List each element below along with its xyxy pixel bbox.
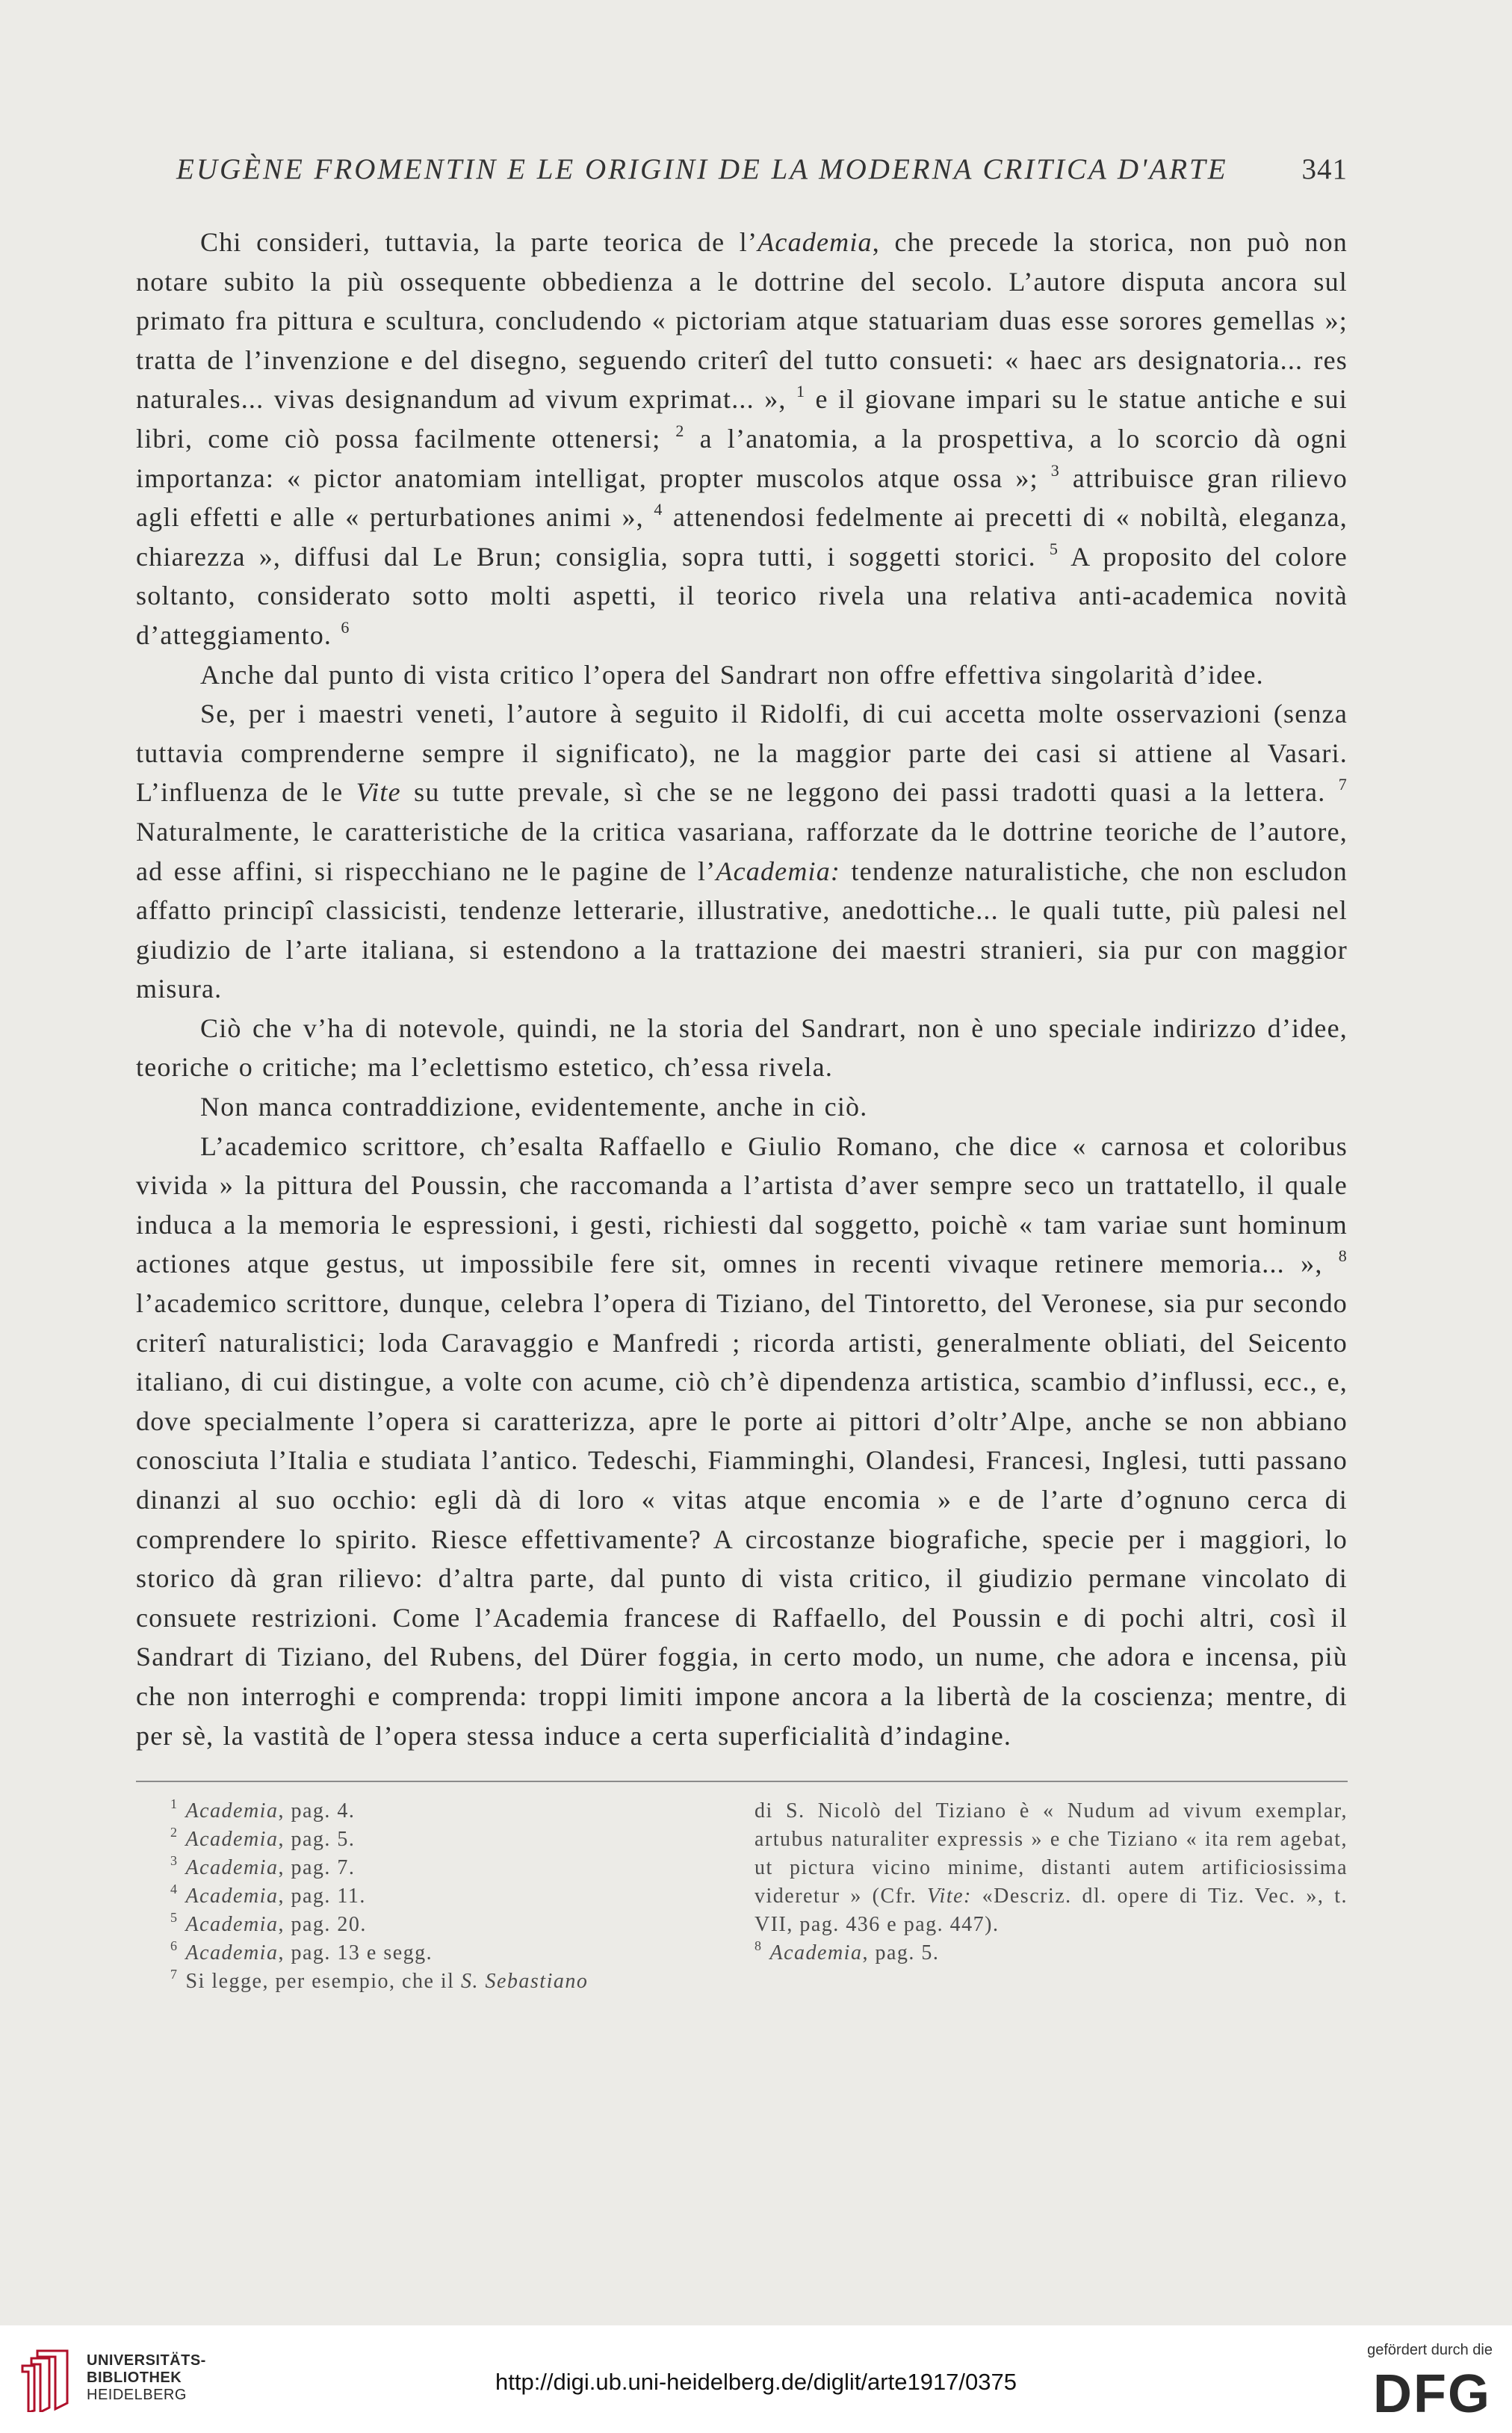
italic-text: Academia:	[716, 856, 841, 886]
text-run: , pag. 4.	[278, 1799, 356, 1823]
footnote-marker: 5	[1049, 539, 1059, 558]
italic-text: Academia	[185, 1856, 279, 1879]
italic-text: Academia	[185, 1828, 279, 1851]
text-run: tendenze naturalistiche, che non escludon affatto principî classicisti, tendenze letterarie, illustrative, anedottiche... le quali tutte, più palesi nel giudizio de l’arte italiana, si estendono a la trattazione dei maestri stranieri, sia pur con maggior misura.	[136, 856, 1348, 1004]
text-run: a l’anatomia, a la prospettiva, a lo scorcio dà ogni importanza: « pictor anatomiam intelligat, propter muscolos atque ossa »;	[136, 423, 1348, 493]
footnote	[755, 1797, 1348, 1939]
footnote	[170, 1797, 738, 1825]
text-run: Anche dal punto di vista critico l’opera del Sandrart non offre effettiva singolarità d’idee.	[200, 659, 1264, 690]
italic-text: Vite	[356, 777, 401, 808]
body-paragraph	[136, 223, 1348, 655]
footnote-marker: 5	[170, 1909, 179, 1925]
text-run: , pag. 5.	[278, 1828, 356, 1851]
text-run: l’academico scrittore, dunque, celebra l’opera di Tiziano, del Tintoretto, del Veronese, sia pur secondo criterî naturalistici; loda Caravaggio e Manfredi ; ricorda artisti, generalmente obliati, del Seicento italiano, di cui distingue, a volte con acume, ciò ch’è dipendenza artistica, scambio d’influssi, ecc., e, dove specialmente l’opera si caratterizza, apre le porte ai pittori d’oltr’Alpe, anche se non abbiano conosciuta l’Italia e studiata l’antico. Tedeschi, Fiamminghi, Olandesi, Francesi, Inglesi, tutti passano dinanzi al suo occhio: egli dà di loro « vitas atque encomia » e de l’arte d’ognuno cerca di comprendere lo spirito. Riesce effettivamente? A circostanze biografiche, specie per i maggiori, lo storico dà gran rilievo: d’altra parte, dal punto di vista critico, il giudizio permane vincolato di consuete restrizioni. Come l’Academia francese di Raffaello, del Poussin e di pochi altri, così il Sandrart di Tiziano, del Rubens, del Dürer foggia, in certo modo, un nume, che adora e incensa, più che non interroghi e comprenda: troppi limiti impone ancora a la libertà de la coscienza; mentre, di per sè, la vastità de l’opera stessa induce a certa superficialità d’indagine.	[136, 1288, 1348, 1751]
dfg-logo-icon	[1373, 2366, 1494, 2418]
text-run: attenendosi fedelmente ai precetti di « nobiltà, eleganza, chiarezza », diffusi dal Le Brun; consiglia, sopra tutti, i soggetti storici.	[136, 502, 1348, 572]
text-run: Non manca contraddizione, evidentemente, anche in ciò.	[200, 1092, 868, 1122]
body-paragraph	[136, 1127, 1348, 1756]
text-run: di S. Nicolò del Tiziano è « Nudum ad vivum exemplar, artubus naturaliter expressis » e che Tiziano « ita rem agebat, ut pictura vicino minime, distanti autem artificiosissima videretur » (Cfr.	[755, 1799, 1348, 1908]
footnote	[170, 1911, 738, 1939]
footnote	[755, 1939, 1348, 1967]
library-name-line2: BIBLIOTHEK	[87, 2369, 182, 2386]
text-run: «Descriz. dl. opere di Tiz. Vec. », t. VII, pag. 436 e pag. 447).	[755, 1885, 1348, 1936]
footnote-marker: 8	[1338, 1246, 1348, 1266]
italic-text: Academia	[185, 1941, 279, 1964]
library-city: HEIDELBERG	[87, 2387, 187, 2403]
funding-note: gefördert durch die	[1367, 2342, 1493, 2358]
footnote	[170, 1882, 738, 1911]
italic-text: Academia	[185, 1913, 279, 1936]
body-text	[136, 223, 1348, 1755]
footnote	[170, 1825, 738, 1854]
italic-text: Vite:	[927, 1885, 972, 1908]
text-run: A proposito del colore soltanto, considerato sotto molti aspetti, il teorico rivela una relativa anti-academica novità d’atteggiamento.	[136, 541, 1348, 650]
permalink-url[interactable]: http://digi.ub.uni-heidelberg.de/diglit/arte1917/0375	[495, 2369, 1017, 2395]
text-run: , pag. 11.	[278, 1885, 366, 1908]
footnote-marker: 1	[170, 1796, 179, 1811]
italic-text: Academia	[757, 227, 873, 257]
body-paragraph	[136, 694, 1348, 1009]
text-run: su tutte prevale, sì che se ne leggono dei passi tradotti quasi a la lettera.	[400, 777, 1339, 808]
footnote-marker: 6	[341, 617, 350, 637]
text-run: e il giovane impari su le statue antiche e sui libri, come ciò possa facilmente ottenersi;	[136, 384, 1348, 454]
footnote	[170, 1939, 738, 1967]
footnote-marker: 7	[170, 1966, 179, 1982]
library-name-line1: UNIVERSITÄTS-	[87, 2352, 206, 2369]
footnote-marker: 3	[170, 1852, 179, 1868]
text-run: attribuisce gran rilievo agli effetti e alle « perturbationes animi »,	[136, 463, 1348, 533]
text-run: , che precede la storica, non può non notare subito la più ossequente obbedienza a le dottrine del secolo. L’autore disputa ancora sul primato fra pittura e scultura, concludendo « pictoriam atque statuariam duas esse sorores gemellas »; tratta de l’invenzione e del disegno, seguendo criterî del tutto consueti: « haec ars designatoria... res naturales... vivas designandum ad vivum exprimat... »,	[136, 227, 1348, 415]
text-run: , pag. 13 e segg.	[278, 1941, 433, 1964]
italic-text: Academia	[769, 1941, 863, 1964]
footnote-marker: 6	[170, 1938, 179, 1953]
body-paragraph	[136, 655, 1348, 695]
body-paragraph	[136, 1009, 1348, 1087]
footnote-marker: 2	[675, 421, 685, 440]
footnote-marker: 8	[755, 1938, 763, 1953]
running-title: EUGÈNE FROMENTIN E LE ORIGINI DE LA MODERNA CRITICA D'ARTE	[176, 153, 1228, 185]
footnote	[170, 1967, 738, 1996]
text-run: , pag. 7.	[278, 1856, 356, 1879]
footnote-marker: 2	[170, 1824, 179, 1840]
text-run: Ciò che v’ha di notevole, quindi, ne la storia del Sandrart, non è uno speciale indirizzo d’idee, teoriche o critiche; ma l’eclettismo estetico, ch’essa rivela.	[136, 1013, 1348, 1083]
footnote-marker: 4	[170, 1881, 179, 1896]
digitization-footer	[0, 2325, 1512, 2433]
footnote-marker: 7	[1338, 775, 1348, 794]
italic-text: Academia	[185, 1799, 279, 1823]
page-number: 341	[1301, 153, 1348, 185]
text-run: Si legge, per esempio, che il	[185, 1970, 461, 1993]
footnote-rule	[136, 1781, 1348, 1782]
footnote-marker: 4	[654, 500, 663, 519]
text-run: Naturalmente, le caratteristiche de la critica vasariana, rafforzate da le dottrine teoriche de l’autore, ad esse affini, si rispecchiano ne le pagine de l’	[136, 816, 1348, 886]
italic-text: Academia	[185, 1885, 279, 1908]
footnote-marker: 1	[796, 382, 806, 401]
text-run: , pag. 5.	[862, 1941, 940, 1964]
running-header	[176, 152, 1348, 186]
footnotes-right-column	[755, 1797, 1348, 1967]
italic-text: S. Sebastiano	[460, 1970, 589, 1993]
body-paragraph	[136, 1087, 1348, 1127]
text-run: Chi consideri, tuttavia, la parte teorica de l’	[200, 227, 758, 257]
text-run: , pag. 20.	[278, 1913, 367, 1936]
text-run: L’academico scrittore, ch’esalta Raffaello e Giulio Romano, che dice « carnosa et coloribus vivida » la pittura del Poussin, che raccomanda a l’artista d’aver sempre seco un trattatello, il quale induca a la memoria le espressioni, i gesti, richiesti dal soggetto, poichè « tam variae sunt hominum actiones atque gestus, ut impossibile fere sit, omnes in recenti vivaque retinere memoria... »,	[136, 1131, 1348, 1279]
footnote-marker: 3	[1050, 460, 1060, 480]
footnotes-left-column	[170, 1797, 738, 1996]
text-run: Se, per i maestri veneti, l’autore à seguito il Ridolfi, di cui accetta molte osservazioni (senza tuttavia comprenderne sempre il significato), ne la maggior parte dei casi si attiene al Vasari. L’influenza de le	[136, 699, 1348, 808]
dfg-logo-text: DFG	[1373, 2366, 1491, 2418]
footnote	[170, 1854, 738, 1882]
